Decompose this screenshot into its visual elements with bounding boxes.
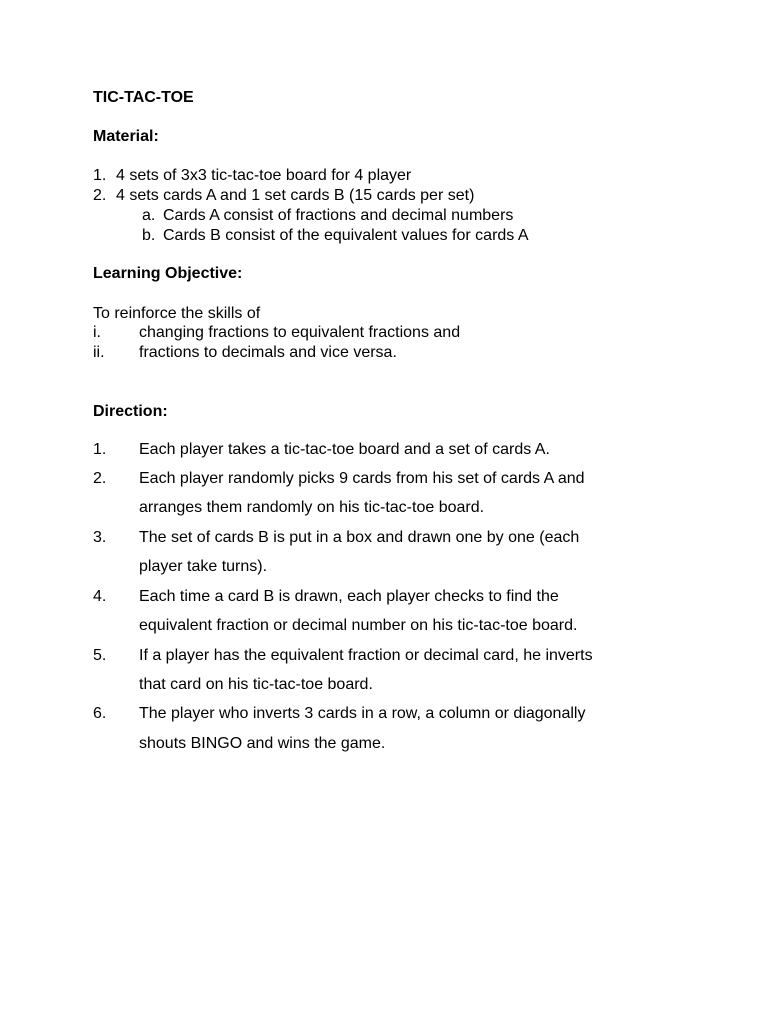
material-item-text: 4 sets cards A and 1 set cards B (15 cards per set) <box>116 187 475 204</box>
direction-step-text: Each player takes a tic-tac-toe board and a set of cards A. <box>139 441 550 458</box>
direction-step-number: 2. <box>93 470 107 487</box>
objective-intro: To reinforce the skills of <box>93 305 261 322</box>
objective-item-text: fractions to decimals and vice versa. <box>139 344 397 361</box>
material-subitem-text: Cards A consist of fractions and decimal numbers <box>163 207 514 224</box>
direction-step-number: 5. <box>93 647 107 664</box>
direction-step-text-continued: equivalent fraction or decimal number on his tic-tac-toe board. <box>139 617 578 634</box>
direction-step-text: The set of cards B is put in a box and drawn one by one (each <box>139 529 580 546</box>
direction-step-text-continued: arranges them randomly on his tic-tac-toe board. <box>139 499 485 516</box>
direction-step-text: The player who inverts 3 cards in a row, a column or diagonally <box>139 705 586 722</box>
direction-step-text-continued: player take turns). <box>139 558 268 575</box>
material-subitem-letter: b. <box>142 227 156 244</box>
direction-step-text: Each time a card B is drawn, each player checks to find the <box>139 588 559 605</box>
objective-item-text: changing fractions to equivalent fractions and <box>139 324 461 341</box>
direction-heading: Direction: <box>93 403 168 420</box>
document-title: TIC-TAC-TOE <box>93 89 194 106</box>
direction-step-number: 4. <box>93 588 107 605</box>
material-item-number: 1. <box>93 167 107 184</box>
direction-step-number: 6. <box>93 705 107 722</box>
objective-heading: Learning Objective: <box>93 265 243 282</box>
direction-step-text: Each player randomly picks 9 cards from his set of cards A and <box>139 470 585 487</box>
material-subitem-letter: a. <box>142 207 156 224</box>
direction-step-number: 3. <box>93 529 107 546</box>
direction-step-text-continued: that card on his tic-tac-toe board. <box>139 676 373 693</box>
material-subitem-text: Cards B consist of the equivalent values for cards A <box>163 227 529 244</box>
material-heading: Material: <box>93 128 159 145</box>
objective-item-numeral: i. <box>93 324 101 341</box>
material-item-number: 2. <box>93 187 107 204</box>
direction-step-text-continued: shouts BINGO and wins the game. <box>139 735 386 752</box>
direction-step-text: If a player has the equivalent fraction or decimal card, he inverts <box>139 647 593 664</box>
objective-item-numeral: ii. <box>93 344 105 361</box>
material-item-text: 4 sets of 3x3 tic-tac-toe board for 4 player <box>116 167 412 184</box>
direction-step-number: 1. <box>93 441 107 458</box>
